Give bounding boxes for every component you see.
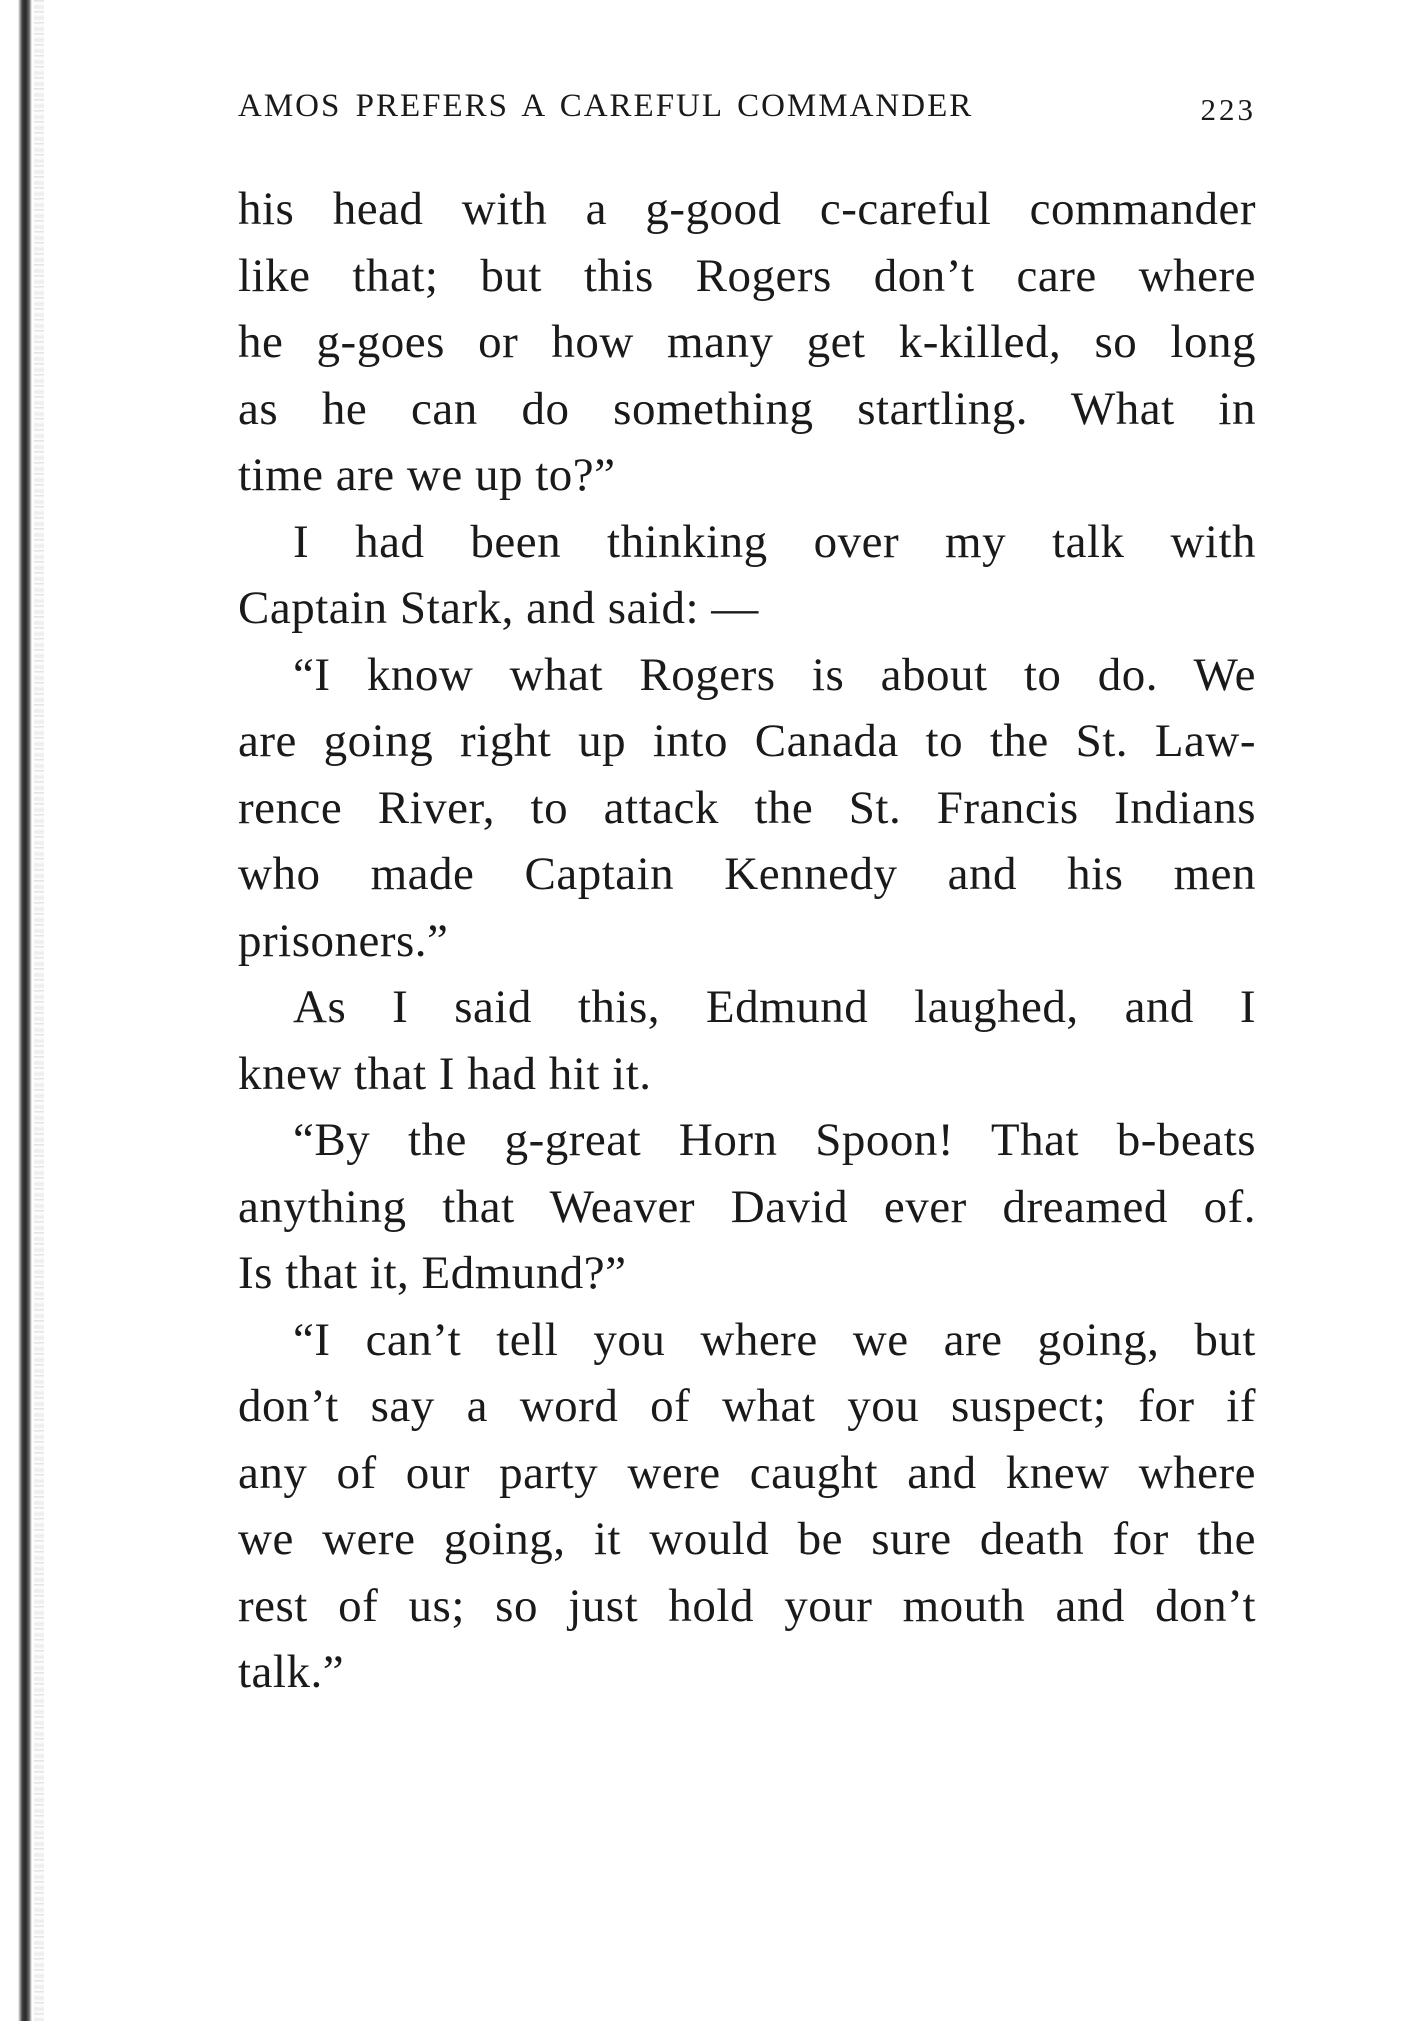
text-line: rest of us; so just hold your mouth and don’t	[238, 1579, 1256, 1632]
text-line: who made Captain Kennedy and his men	[238, 848, 1256, 900]
text-line: “I can’t tell you where we are going, but	[293, 1313, 1256, 1366]
page-header	[238, 88, 1256, 138]
text-line: Is that it, Edmund?”	[238, 1247, 627, 1299]
text-line: knew that I had hit it.	[238, 1047, 652, 1100]
text-line: his head with a g-good c-careful commander	[238, 183, 1256, 235]
text-line: “By the g-great Horn Spoon! That b-beats	[293, 1114, 1256, 1166]
text-line: any of our party were caught and knew where	[238, 1446, 1256, 1499]
text-line: I had been thinking over my talk with	[293, 515, 1256, 568]
text-line: Captain Stark, and said: —	[238, 582, 759, 634]
text-line: “I know what Rogers is about to do. We	[293, 648, 1256, 701]
text-line: like that; but this Rogers don’t care where	[238, 249, 1256, 302]
text-line: he g-goes or how many get k-killed, so long	[238, 316, 1256, 368]
text-line: talk.”	[238, 1646, 345, 1698]
text-line: as he can do something startling. What in	[238, 382, 1256, 435]
binding-gutter	[18, 0, 32, 2021]
page-number: 223	[1200, 92, 1256, 127]
text-line: As I said this, Edmund laughed, and I	[293, 981, 1256, 1033]
text-line: are going right up into Canada to the St. Law-	[238, 715, 1256, 767]
running-head: AMOS PREFERS A CAREFUL COMMANDER	[238, 88, 974, 124]
binding-shadow	[34, 0, 44, 2021]
text-line: anything that Weaver David ever dreamed of.	[238, 1180, 1256, 1233]
text-line: rence River, to attack the St. Francis Indians	[238, 781, 1256, 834]
body-text	[238, 176, 1256, 1706]
text-line: we were going, it would be sure death for the	[238, 1513, 1256, 1565]
text-line: time are we up to?”	[238, 449, 616, 501]
text-line: don’t say a word of what you suspect; for if	[238, 1380, 1256, 1432]
text-line: prisoners.”	[238, 914, 449, 967]
